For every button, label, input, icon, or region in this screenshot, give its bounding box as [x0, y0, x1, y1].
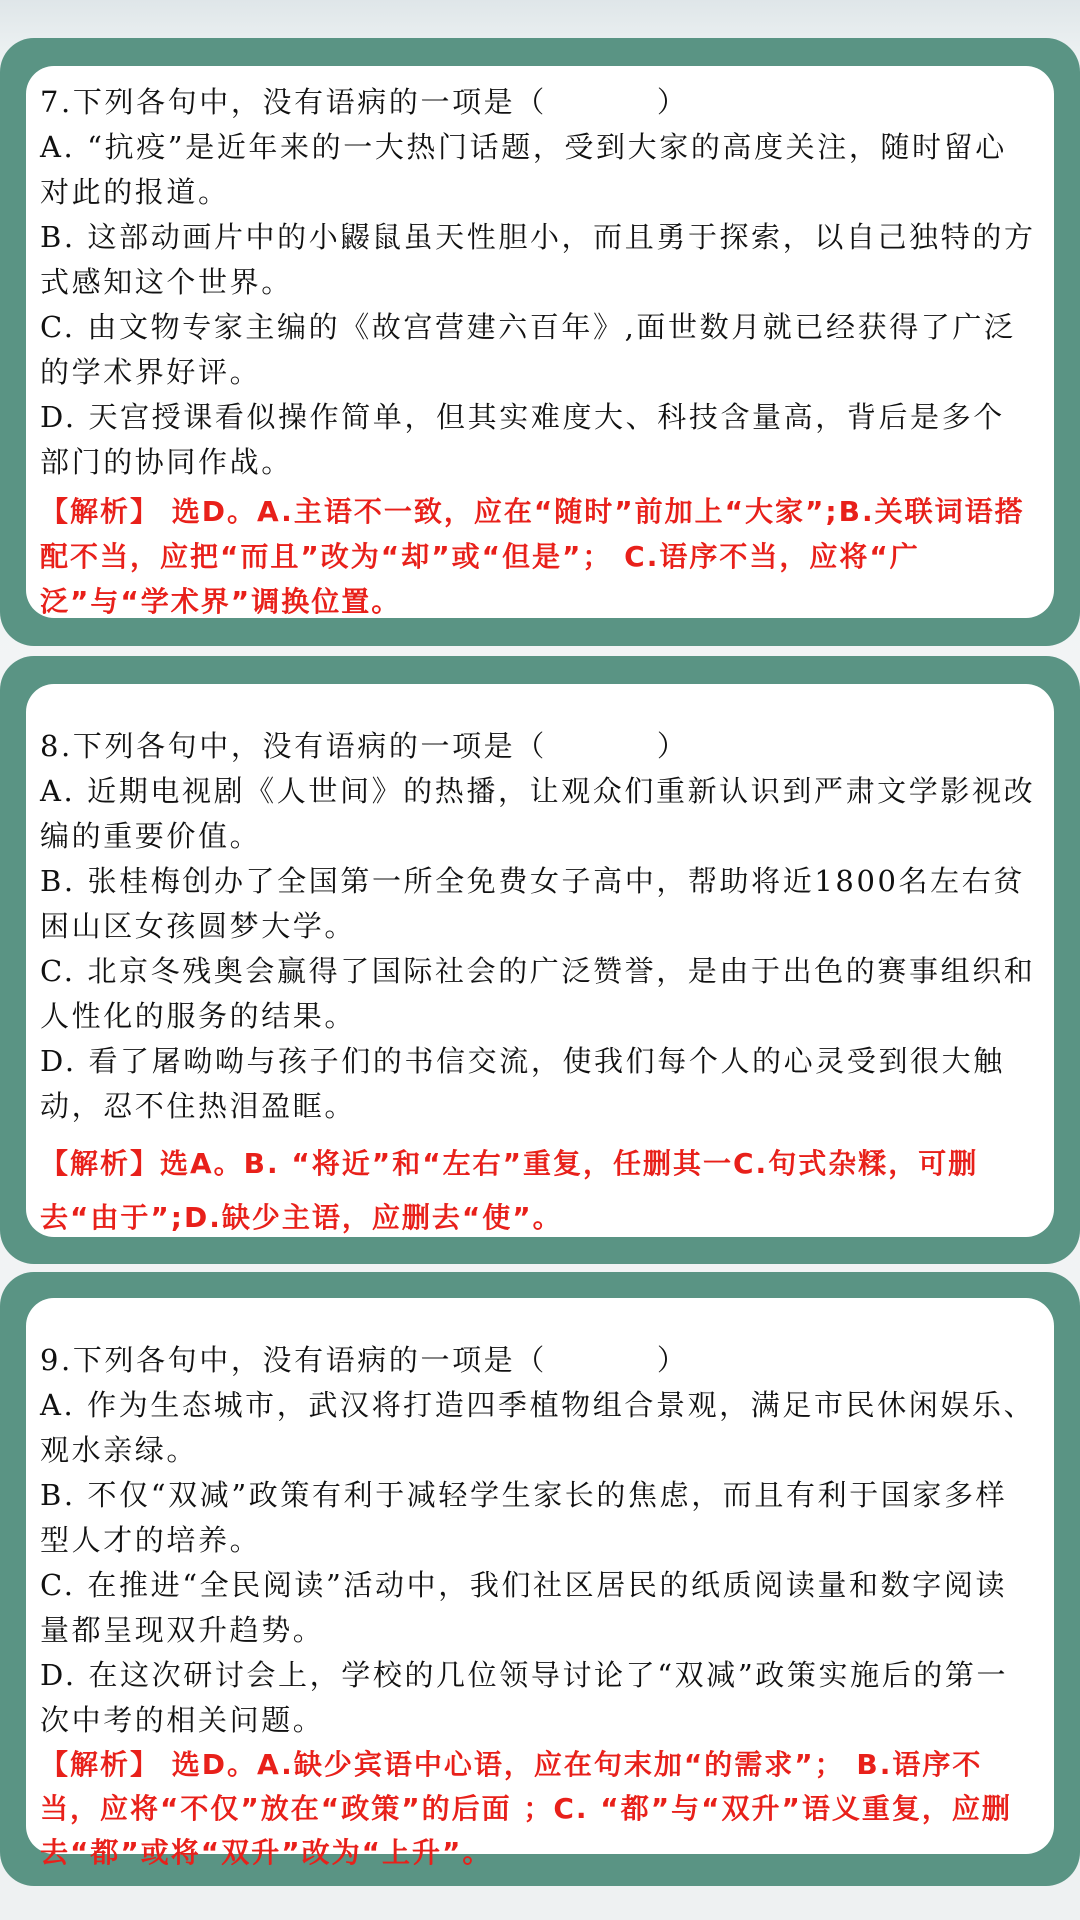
option-b: B. 不仅“双减”政策有利于减轻学生家长的焦虑，而且有利于国家多样型人才的培养。: [40, 1478, 1008, 1557]
question-card-body: [26, 684, 1054, 1237]
option-c: C. 由文物专家主编的《故宫营建六百年》,面世数月就已经获得了广泛的学术界好评。: [40, 310, 1016, 389]
question-card-7: [0, 38, 1080, 646]
option-a: A. “抗疫”是近年来的一大热门话题，受到大家的高度关注，随时留心对此的报道。: [40, 130, 1007, 209]
answer-explanation: 【解析】选A。B. “将近”和“左右”重复，任删其一C.句式杂糅，可删去“由于”;D.缺少主语，应删去“使”。: [40, 1147, 979, 1234]
question-title: 8.下列各句中，没有语病的一项是（ ）: [40, 729, 689, 763]
question-card-8: [0, 656, 1080, 1264]
option-b: B. 张桂梅创办了全国第一所全免费女子高中，帮助将近1800名左右贫困山区女孩圆梦大学。: [40, 864, 1025, 943]
option-a: A. 作为生态城市，武汉将打造四季植物组合景观，满足市民休闲娱乐、观水亲绿。: [40, 1388, 1036, 1467]
question-card-9: [0, 1272, 1080, 1886]
option-d: D. 天宫授课看似操作简单，但其实难度大、科技含量高，背后是多个部门的协同作战。: [40, 400, 1005, 479]
option-b: B. 这部动画片中的小鼹鼠虽天性胆小，而且勇于探索，以自己独特的方式感知这个世界。: [40, 220, 1036, 299]
question-card-body: [26, 1298, 1054, 1869]
question-card-body: [26, 66, 1054, 618]
question-title: 7.下列各句中，没有语病的一项是（ ）: [40, 85, 689, 119]
option-a: A. 近期电视剧《人世间》的热播，让观众们重新认识到严肃文学影视改编的重要价值。: [40, 774, 1036, 853]
option-d: D. 在这次研讨会上，学校的几位领导讨论了“双减”政策实施后的第一次中考的相关问题。: [40, 1658, 1009, 1737]
question-title: 9.下列各句中，没有语病的一项是（ ）: [40, 1343, 689, 1377]
option-c: C. 在推进“全民阅读”活动中，我们社区居民的纸质阅读量和数字阅读量都呈现双升趋势。: [40, 1568, 1008, 1647]
option-c: C. 北京冬残奥会赢得了国际社会的广泛赞誉，是由于出色的赛事组织和人性化的服务的结果。: [40, 954, 1036, 1033]
option-d: D. 看了屠呦呦与孩子们的书信交流，使我们每个人的心灵受到很大触动，忍不住热泪盈眶。: [40, 1044, 1005, 1123]
answer-explanation: 【解析】 选D。A.缺少宾语中心语，应在句末加“的需求”； B.语序不当，应将“不仅”放在“政策”的后面 ；C. “都”与“双升”语义重复，应删去“都”或将“双升”改为“上升”。: [40, 1748, 1012, 1869]
answer-explanation: 【解析】 选D。A.主语不一致，应在“随时”前加上“大家”;B.关联词语搭配不当，应把“而且”改为“却”或“但是”； C.语序不当，应将“广泛”与“学术界”调换位置。: [40, 495, 1025, 618]
